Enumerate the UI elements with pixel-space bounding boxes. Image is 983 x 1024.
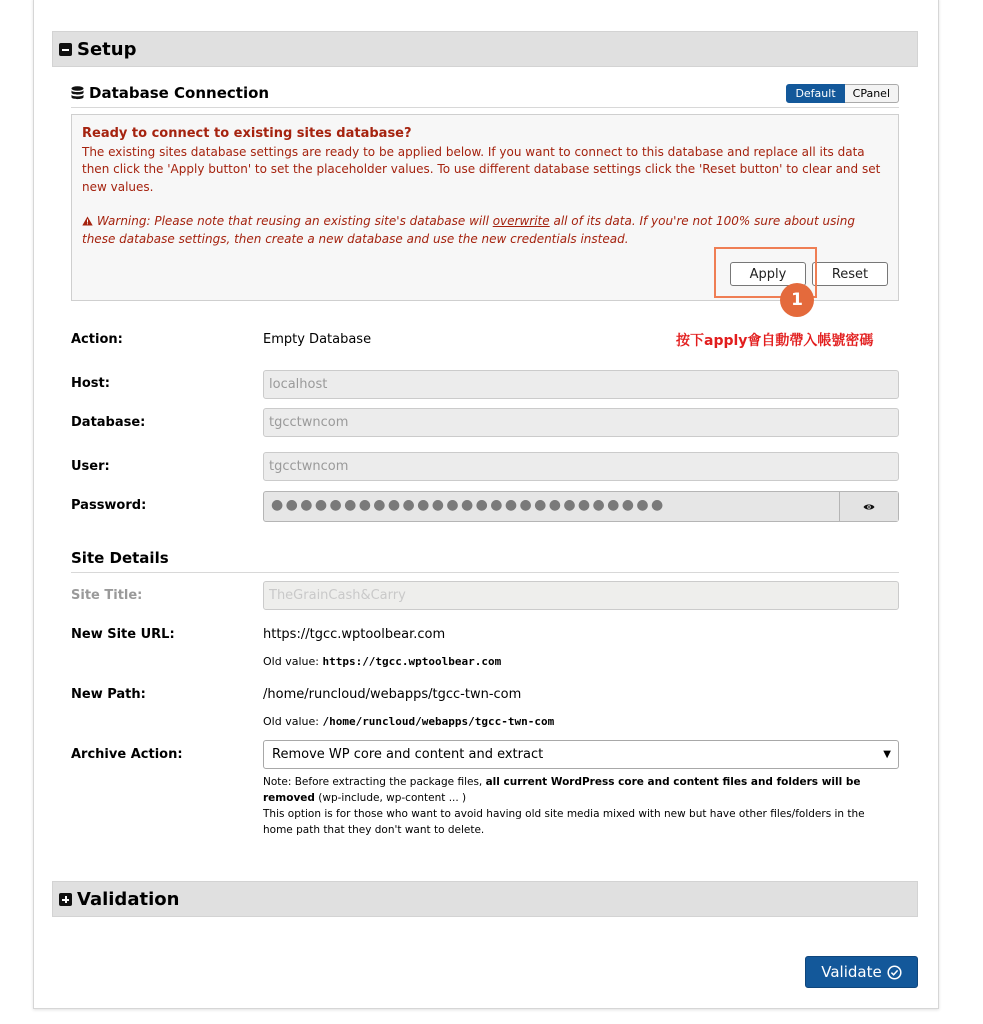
dropdown-caret-icon: ▼	[883, 749, 891, 760]
database-input[interactable]: tgcctwncom	[263, 408, 899, 437]
new-site-url-label: New Site URL:	[71, 627, 175, 642]
database-connection-label: Database Connection	[89, 84, 270, 102]
user-label: User:	[71, 459, 110, 474]
site-title-label: Site Title:	[71, 588, 143, 603]
notice-body: The existing sites database settings are ready to be applied below. If you want to connect to this database and replace all its data then click the 'Apply button' to set the placeholder values. To use different database settings click the 'Reset button' to clear and set new values.	[82, 144, 881, 194]
connection-mode-toggle	[786, 84, 899, 103]
apply-button[interactable]: Apply	[730, 262, 806, 286]
old-url	[263, 655, 501, 668]
action-label: Action:	[71, 332, 123, 347]
toggle-cpanel[interactable]: CPanel	[845, 84, 899, 103]
check-circle-icon	[887, 965, 902, 980]
notice-warning	[82, 213, 888, 248]
validation-section-header[interactable]	[52, 881, 918, 917]
archive-action-selected: Remove WP core and content and extract	[272, 747, 544, 762]
reset-button[interactable]: Reset	[812, 262, 888, 286]
new-site-url-value: https://tgcc.wptoolbear.com	[263, 627, 446, 642]
overwrite-emphasis: overwrite	[492, 214, 550, 228]
old-url-value: https://tgcc.wptoolbear.com	[322, 655, 502, 668]
password-input[interactable]	[263, 491, 899, 522]
note-line2: This option is for those who want to avoid having old site media mixed with new but have other files/folders in the home path that they don't want to delete.	[263, 808, 865, 836]
old-path-value: /home/runcloud/webapps/tgcc-twn-com	[322, 715, 555, 728]
archive-action-note	[263, 774, 893, 838]
setup-title: Setup	[77, 38, 137, 60]
password-label: Password:	[71, 498, 147, 513]
user-input[interactable]: tgcctwncom	[263, 452, 899, 481]
toggle-default[interactable]: Default	[786, 84, 844, 103]
site-title-input[interactable]: TheGrainCash&Carry	[263, 581, 899, 610]
password-mask: ●●●●●●●●●●●●●●●●●●●●●●●●●●●	[271, 497, 666, 513]
host-label: Host:	[71, 376, 110, 391]
old-path-prefix: Old value:	[263, 715, 319, 728]
warning-icon	[82, 216, 93, 226]
site-details-title: Site Details	[71, 549, 899, 573]
action-value: Empty Database	[263, 332, 372, 347]
note-mid: (wp-include, wp-content ... )	[314, 792, 467, 804]
archive-action-select[interactable]	[263, 740, 899, 769]
warning-text-pre: Warning: Please note that reusing an existing site's database will	[96, 214, 493, 228]
new-path-label: New Path:	[71, 687, 146, 702]
notice-title: Ready to connect to existing sites database?	[82, 126, 412, 141]
note-pre: Note: Before extracting the package files,	[263, 776, 486, 788]
warning-text-post: all of its data. If you're not 100% sure about using these database settings, then create a new database and use the new credentials instead.	[82, 214, 855, 246]
validation-title: Validation	[77, 888, 180, 910]
new-path-value: /home/runcloud/webapps/tgcc-twn-com	[263, 687, 522, 702]
expand-icon	[59, 893, 72, 906]
validate-button[interactable]	[805, 956, 918, 988]
database-label: Database:	[71, 415, 146, 430]
eye-icon	[863, 503, 875, 511]
database-icon	[71, 86, 84, 100]
collapse-icon	[59, 43, 72, 56]
database-connection-title	[71, 84, 269, 102]
annotation-text: 按下apply會自動帶入帳號密碼	[676, 333, 874, 349]
database-connection-header	[71, 84, 899, 108]
step-number-badge: 1	[780, 283, 814, 317]
old-path	[263, 715, 554, 728]
note-bold: all current WordPress core and content files and folders will be removed	[263, 776, 861, 804]
setup-section-header[interactable]	[52, 31, 918, 67]
validate-label: Validate	[821, 963, 882, 981]
show-password-button[interactable]	[839, 492, 898, 521]
old-url-prefix: Old value:	[263, 655, 319, 668]
host-input[interactable]: localhost	[263, 370, 899, 399]
archive-action-label: Archive Action:	[71, 747, 183, 762]
